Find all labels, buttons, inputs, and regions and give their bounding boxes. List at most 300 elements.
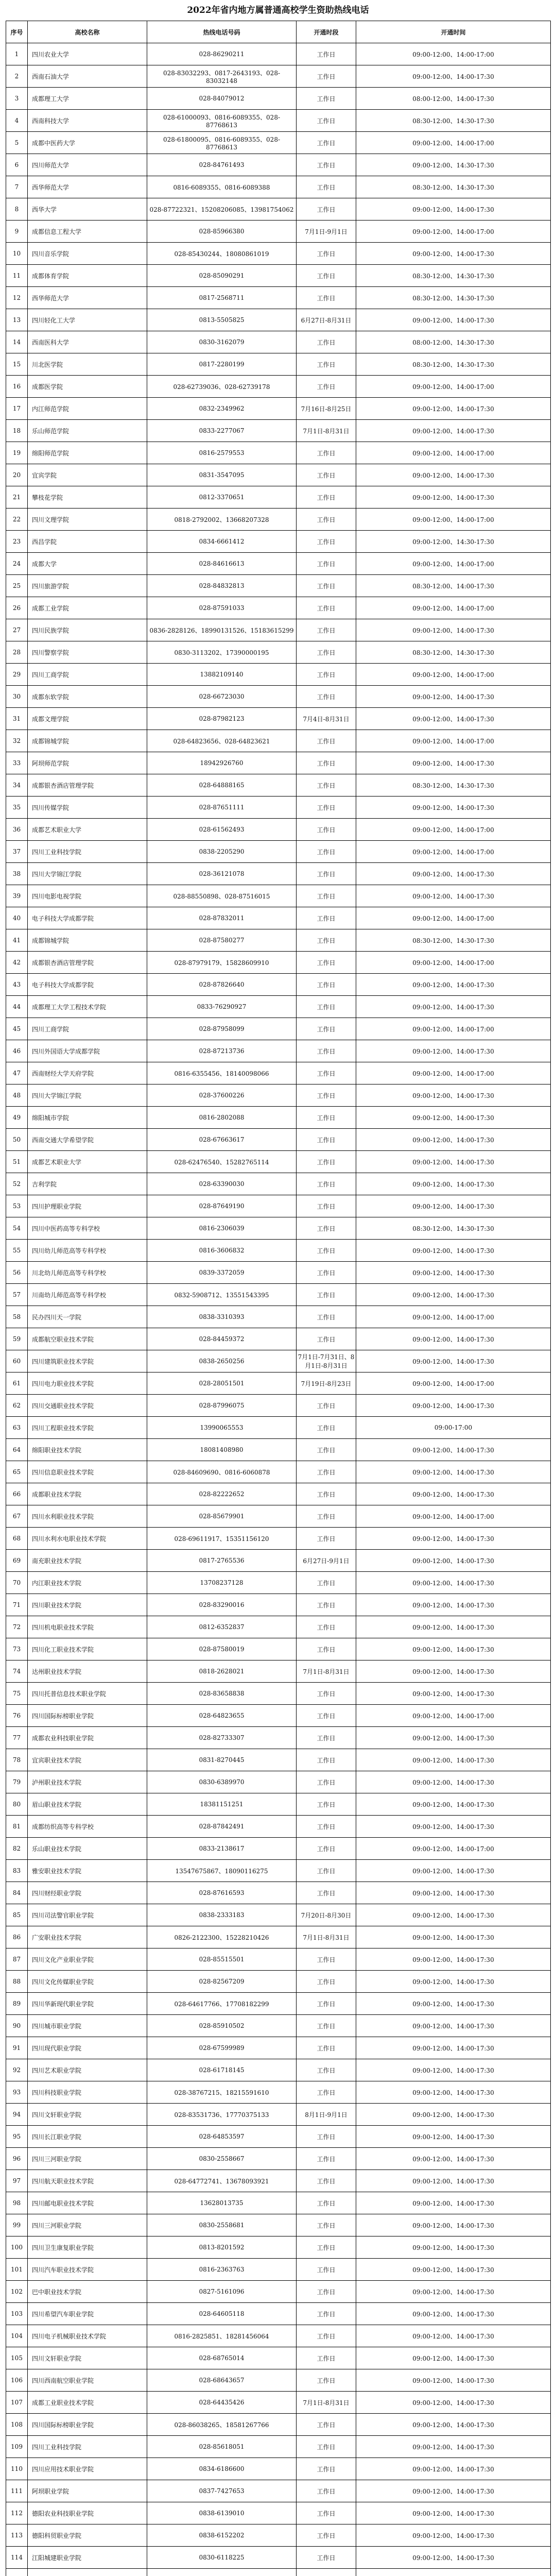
- table-row: [6, 575, 551, 597]
- cell-period: 7月4日-8月31日: [297, 708, 356, 730]
- cell-seq: 45: [6, 1018, 28, 1040]
- cell-school: 四川民族学院: [28, 619, 147, 641]
- cell-seq: 4: [6, 110, 28, 132]
- cell-seq: 106: [6, 2369, 28, 2392]
- cell-seq: 36: [6, 819, 28, 841]
- cell-period: 工作日: [297, 1306, 356, 1328]
- cell-school: 四川机电职业技术学院: [28, 1616, 147, 1638]
- cell-period: 工作日: [297, 1616, 356, 1638]
- cell-period: 工作日: [297, 2369, 356, 2392]
- cell-phone: 028-61718145: [147, 2059, 297, 2081]
- cell-seq: 82: [6, 1838, 28, 1860]
- cell-hours: 09:00-12:00、14:00-17:30: [356, 796, 551, 819]
- cell-phone: 0816-2363763: [147, 2259, 297, 2281]
- cell-hours: 09:00-12:00、14:00-17:30: [356, 1683, 551, 1705]
- cell-seq: 69: [6, 1550, 28, 1572]
- table-row: [6, 1838, 551, 1860]
- table-row: [6, 1395, 551, 1417]
- cell-seq: 72: [6, 1616, 28, 1638]
- cell-hours: 08:30-12:00、14:00-17:30: [356, 575, 551, 597]
- cell-phone: 028-85430244、18080861019: [147, 243, 297, 265]
- table-row: [6, 176, 551, 198]
- cell-phone: 0812-3370651: [147, 486, 297, 509]
- cell-seq: 79: [6, 1771, 28, 1793]
- cell-phone: 028-37600226: [147, 1084, 297, 1107]
- table-row: [6, 442, 551, 464]
- cell-period: 工作日: [297, 331, 356, 353]
- cell-seq: 14: [6, 331, 28, 353]
- cell-period: 工作日: [297, 1528, 356, 1550]
- cell-school: 江阳城建职业学院: [28, 2547, 147, 2569]
- cell-period: 工作日: [297, 974, 356, 996]
- cell-school: [28, 2569, 147, 2576]
- table-row: [6, 1550, 551, 1572]
- cell-seq: 91: [6, 2037, 28, 2059]
- cell-period: 工作日: [297, 1439, 356, 1461]
- cell-period: 工作日: [297, 641, 356, 664]
- cell-phone: 028-84616613: [147, 553, 297, 575]
- cell-period: 工作日: [297, 43, 356, 65]
- cell-phone: 0830-6118225: [147, 2547, 297, 2569]
- cell-seq: [6, 2569, 28, 2576]
- cell-period: 6月27日-8月31日: [297, 309, 356, 331]
- cell-seq: 109: [6, 2436, 28, 2458]
- cell-hours: 09:00-12:00、14:00-17:30: [356, 420, 551, 442]
- cell-period: 工作日: [297, 1971, 356, 1993]
- cell-period: 工作日: [297, 996, 356, 1018]
- cell-school: 四川旅游学院: [28, 575, 147, 597]
- cell-school: 民办四川天一学院: [28, 1306, 147, 1328]
- cell-hours: 09:00-12:00、14:00-17:30: [356, 2480, 551, 2502]
- cell-seq: 67: [6, 1505, 28, 1528]
- cell-school: 内江师范学院: [28, 398, 147, 420]
- cell-phone: 0813-8201592: [147, 2236, 297, 2259]
- cell-hours: 09:00-12:00、14:00-17:30: [356, 1084, 551, 1107]
- cell-seq: 41: [6, 929, 28, 952]
- cell-phone: 028-87651111: [147, 796, 297, 819]
- cell-seq: 93: [6, 2081, 28, 2104]
- cell-hours: 09:00-12:00、14:00-17:30: [356, 1550, 551, 1572]
- cell-hours: 09:00-12:00、14:00-17:30: [356, 198, 551, 221]
- cell-hours: 09:00-12:00、14:00-17:30: [356, 1262, 551, 1284]
- cell-seq: 10: [6, 243, 28, 265]
- cell-hours: 09:00-12:00、14:00-17:30: [356, 1173, 551, 1195]
- cell-period: 工作日: [297, 1594, 356, 1616]
- cell-school: 四川西南航空职业学院: [28, 2369, 147, 2392]
- cell-school: 四川文化产业职业学院: [28, 1948, 147, 1971]
- cell-phone: 0827-5161096: [147, 2281, 297, 2303]
- cell-seq: 104: [6, 2325, 28, 2347]
- cell-school: 广安职业技术学院: [28, 1926, 147, 1948]
- cell-hours: 09:00-12:00、14:00-17:30: [356, 619, 551, 641]
- cell-period: 工作日: [297, 2480, 356, 2502]
- cell-phone: 028-87722321、15208206085、13981754062: [147, 198, 297, 221]
- cell-school: 成都信息工程大学: [28, 221, 147, 243]
- cell-hours: 09:00-12:00、14:00-17:30: [356, 2325, 551, 2347]
- cell-hours: 09:00-12:00、14:00-17:30: [356, 996, 551, 1018]
- table-row: [6, 43, 551, 65]
- cell-period: 工作日: [297, 1129, 356, 1151]
- table-row: [6, 2458, 551, 2480]
- cell-hours: 09:00-12:00、14:00-17:30: [356, 1660, 551, 1683]
- cell-hours: 08:30-12:00、14:30-17:30: [356, 287, 551, 309]
- cell-period: 工作日: [297, 553, 356, 575]
- cell-hours: 09:00-12:00、14:00-17:30: [356, 65, 551, 88]
- cell-school: 雅安职业技术学院: [28, 1860, 147, 1882]
- table-row: [6, 2059, 551, 2081]
- cell-seq: 2: [6, 65, 28, 88]
- cell-phone: 0816-2825851、18281456064: [147, 2325, 297, 2347]
- cell-hours: 09:00-12:00、14:00-17:30: [356, 1816, 551, 1838]
- cell-phone: 028-63390030: [147, 1173, 297, 1195]
- cell-phone: 0834-6661412: [147, 531, 297, 553]
- table-row: [6, 1461, 551, 1483]
- table-row: [6, 1173, 551, 1195]
- cell-period: 工作日: [297, 88, 356, 110]
- cell-phone: 18942926760: [147, 752, 297, 774]
- cell-period: 工作日: [297, 1262, 356, 1284]
- cell-hours: 09:00-12:00、14:00-17:00: [356, 553, 551, 575]
- cell-hours: 09:00-12:00、14:00-17:30: [356, 398, 551, 420]
- cell-seq: 81: [6, 1816, 28, 1838]
- cell-seq: 53: [6, 1195, 28, 1217]
- cell-period: 工作日: [297, 1638, 356, 1660]
- table-row: [6, 1151, 551, 1173]
- cell-hours: 09:00-12:00、14:00-17:30: [356, 1594, 551, 1616]
- cell-phone: 028-84832813: [147, 575, 297, 597]
- table-row: [6, 2392, 551, 2414]
- cell-period: 工作日: [297, 819, 356, 841]
- cell-hours: 09:00-12:00、14:00-17:30: [356, 1572, 551, 1594]
- cell-phone: 028-69611917、15351156120: [147, 1528, 297, 1550]
- table-row: [6, 1683, 551, 1705]
- cell-seq: 29: [6, 664, 28, 686]
- cell-school: 成都医学院: [28, 376, 147, 398]
- table-row: [6, 1971, 551, 1993]
- cell-school: 四川音乐学院: [28, 243, 147, 265]
- cell-school: 成都文理学院: [28, 708, 147, 730]
- cell-period: 工作日: [297, 265, 356, 287]
- cell-school: 成都锦城学院: [28, 730, 147, 752]
- cell-phone: 028-83032293、0817-2643193、028-83032148: [147, 65, 297, 88]
- cell-seq: 94: [6, 2104, 28, 2126]
- cell-period: 工作日: [297, 243, 356, 265]
- table-row: [6, 2524, 551, 2547]
- cell-phone: 0833-2277067: [147, 420, 297, 442]
- cell-seq: 6: [6, 154, 28, 176]
- header-phone: 热线电话号码: [147, 21, 297, 43]
- table-row: [6, 1217, 551, 1240]
- cell-hours: 09:00-12:00、14:00-17:00: [356, 1306, 551, 1328]
- table-row: [6, 1882, 551, 1904]
- cell-school: 成都中医药大学: [28, 132, 147, 154]
- cell-phone: 0813-5505825: [147, 309, 297, 331]
- cell-phone: 028-85090291: [147, 265, 297, 287]
- cell-school: 四川工业科技学院: [28, 2436, 147, 2458]
- cell-school: 成都理工大学: [28, 88, 147, 110]
- cell-school: 四川职业技术学院: [28, 1594, 147, 1616]
- cell-phone: 028-87591033: [147, 597, 297, 619]
- cell-hours: 09:00-12:00、14:00-17:30: [356, 2170, 551, 2192]
- table-row: [6, 2148, 551, 2170]
- cell-seq: 84: [6, 1882, 28, 1904]
- cell-phone: 13990065553: [147, 1417, 297, 1439]
- table-row: [6, 1926, 551, 1948]
- table-row: [6, 885, 551, 907]
- cell-hours: 09:00-12:00、14:00-17:00: [356, 819, 551, 841]
- cell-seq: 54: [6, 1217, 28, 1240]
- cell-hours: 08:30-12:00、14:30-17:30: [356, 176, 551, 198]
- cell-seq: 11: [6, 265, 28, 287]
- cell-phone: 028-68765014: [147, 2347, 297, 2369]
- cell-hours: 09:00-12:00、14:00-17:00: [356, 952, 551, 974]
- table-row: [6, 2170, 551, 2192]
- cell-period: 工作日: [297, 176, 356, 198]
- cell-period: 工作日: [297, 486, 356, 509]
- table-row: [6, 287, 551, 309]
- cell-school: 成都工业学院: [28, 597, 147, 619]
- cell-period: 工作日: [297, 442, 356, 464]
- cell-school: 西南医科大学: [28, 331, 147, 353]
- cell-seq: 34: [6, 774, 28, 796]
- cell-school: 四川应用技术职业学院: [28, 2458, 147, 2480]
- cell-period: 工作日: [297, 2126, 356, 2148]
- cell-hours: 09:00-12:00、14:00-17:00: [356, 1018, 551, 1040]
- table-row: [6, 1505, 551, 1528]
- cell-phone: 0830-3113202、17390000195: [147, 641, 297, 664]
- cell-seq: 96: [6, 2148, 28, 2170]
- table-row: [6, 243, 551, 265]
- table-row: [6, 65, 551, 88]
- cell-seq: 39: [6, 885, 28, 907]
- cell-phone: 0816-2579553: [147, 442, 297, 464]
- cell-school: 四川托普信息技术职业学院: [28, 1683, 147, 1705]
- table-row: [6, 2569, 551, 2576]
- cell-hours: 09:00-12:00、14:00-17:30: [356, 1129, 551, 1151]
- cell-period: 工作日: [297, 2059, 356, 2081]
- cell-seq: 5: [6, 132, 28, 154]
- cell-period: 工作日: [297, 1284, 356, 1306]
- cell-phone: 13547675867、18090116275: [147, 1860, 297, 1882]
- cell-period: 工作日: [297, 2436, 356, 2458]
- cell-hours: 09:00-12:00、14:00-17:30: [356, 1948, 551, 1971]
- page-title: 2022年省内地方属普通高校学生资助热线电话: [187, 5, 369, 15]
- table-row: [6, 531, 551, 553]
- cell-seq: 114: [6, 2547, 28, 2569]
- cell-hours: 08:30-12:00、14:30-17:30: [356, 774, 551, 796]
- table-row: [6, 774, 551, 796]
- cell-hours: 09:00-12:00、14:00-17:30: [356, 1749, 551, 1771]
- cell-period: 工作日: [297, 952, 356, 974]
- cell-hours: 08:00-12:00、14:30-17:30: [356, 331, 551, 353]
- cell-school: 西南石油大学: [28, 65, 147, 88]
- cell-phone: 13882109140: [147, 664, 297, 686]
- cell-school: 成都锦城学院: [28, 929, 147, 952]
- cell-hours: 09:00-12:00、14:30-17:30: [356, 154, 551, 176]
- cell-seq: 59: [6, 1328, 28, 1350]
- cell-seq: 108: [6, 2414, 28, 2436]
- cell-school: 宜宾职业技术学院: [28, 1749, 147, 1771]
- cell-seq: 18: [6, 420, 28, 442]
- cell-period: 工作日: [297, 774, 356, 796]
- header-hours: 开通时间: [356, 21, 551, 43]
- cell-hours: 09:00-12:00、14:00-17:00: [356, 43, 551, 65]
- cell-school: 西南科技大学: [28, 110, 147, 132]
- cell-period: 工作日: [297, 154, 356, 176]
- cell-hours: 09:00-12:00、14:00-17:30: [356, 2303, 551, 2325]
- table-row: [6, 1528, 551, 1550]
- table-row: [6, 2281, 551, 2303]
- table-row: [6, 952, 551, 974]
- cell-seq: 56: [6, 1262, 28, 1284]
- cell-hours: 09:00-12:00、14:00-17:30: [356, 708, 551, 730]
- cell-period: 工作日: [297, 1040, 356, 1062]
- table-row: [6, 331, 551, 353]
- cell-school: 四川大学锦江学院: [28, 1084, 147, 1107]
- cell-period: 工作日: [297, 2148, 356, 2170]
- cell-school: 四川文轩职业学院: [28, 2104, 147, 2126]
- cell-phone: 0834-6186600: [147, 2458, 297, 2480]
- cell-seq: 17: [6, 398, 28, 420]
- cell-school: 四川希望汽车职业学院: [28, 2303, 147, 2325]
- table-row: [6, 1240, 551, 1262]
- cell-school: 电子科技大学成都学院: [28, 907, 147, 929]
- cell-school: 四川艺术职业学院: [28, 2059, 147, 2081]
- cell-period: 工作日: [297, 1683, 356, 1705]
- cell-seq: 8: [6, 198, 28, 221]
- cell-phone: 028-62476540、15282765114: [147, 1151, 297, 1173]
- table-row: [6, 1483, 551, 1505]
- cell-hours: 09:00-12:00、14:00-17:30: [356, 2414, 551, 2436]
- cell-phone: 028-84459372: [147, 1328, 297, 1350]
- table-row: [6, 88, 551, 110]
- cell-school: 西华大学: [28, 198, 147, 221]
- cell-school: 四川财经职业学院: [28, 1882, 147, 1904]
- cell-phone: 0816-6089355、0816-6089388: [147, 176, 297, 198]
- cell-period: 8月1日-9月1日: [297, 2104, 356, 2126]
- cell-hours: 09:00-12:00、14:00-17:30: [356, 1904, 551, 1926]
- cell-hours: 09:00-12:00、14:00-17:00: [356, 597, 551, 619]
- cell-phone: 0836-2828126、18990131526、15183615299: [147, 619, 297, 641]
- cell-phone: 028-87649190: [147, 1195, 297, 1217]
- table-row: [6, 464, 551, 486]
- table-body: [6, 43, 551, 2576]
- cell-seq: 100: [6, 2236, 28, 2259]
- cell-seq: 86: [6, 1926, 28, 1948]
- cell-seq: 66: [6, 1483, 28, 1505]
- table-row: [6, 1195, 551, 1217]
- cell-seq: 44: [6, 996, 28, 1018]
- cell-school: 成都大学: [28, 553, 147, 575]
- table-row: [6, 1417, 551, 1439]
- cell-school: 阿坝师范学院: [28, 752, 147, 774]
- cell-seq: 15: [6, 353, 28, 376]
- cell-seq: 110: [6, 2458, 28, 2480]
- cell-seq: 102: [6, 2281, 28, 2303]
- cell-hours: 09:00-12:00、14:00-17:30: [356, 1638, 551, 1660]
- cell-school: 绵阳职业技术学院: [28, 1439, 147, 1461]
- cell-school: 四川传媒学院: [28, 796, 147, 819]
- cell-phone: 028-82222652: [147, 1483, 297, 1505]
- table-row: [6, 1572, 551, 1594]
- cell-phone: 0832-2349962: [147, 398, 297, 420]
- cell-seq: 47: [6, 1062, 28, 1084]
- cell-seq: 83: [6, 1860, 28, 1882]
- cell-seq: 24: [6, 553, 28, 575]
- cell-seq: 33: [6, 752, 28, 774]
- cell-school: 绵阳师范学院: [28, 442, 147, 464]
- cell-school: 四川国际标榜职业学院: [28, 1705, 147, 1727]
- table-row: [6, 1372, 551, 1395]
- cell-period: 工作日: [297, 2502, 356, 2524]
- cell-period: 工作日: [297, 1328, 356, 1350]
- cell-phone: 028-85515501: [147, 1948, 297, 1971]
- cell-phone: 0838-6139010: [147, 2502, 297, 2524]
- cell-hours: 09:00-12:00、14:00-17:00: [356, 1372, 551, 1395]
- cell-school: 四川国际标榜职业学院: [28, 2414, 147, 2436]
- cell-school: 西昌学院: [28, 531, 147, 553]
- cell-hours: [356, 2569, 551, 2576]
- cell-hours: 09:00-12:00、14:00-17:30: [356, 2037, 551, 2059]
- cell-seq: 19: [6, 442, 28, 464]
- cell-phone: 0831-3547095: [147, 464, 297, 486]
- cell-phone: 028-64772741、13678093921: [147, 2170, 297, 2192]
- cell-school: 成都工业职业技术学院: [28, 2392, 147, 2414]
- table-row: [6, 1284, 551, 1306]
- cell-period: 工作日: [297, 353, 356, 376]
- cell-period: 工作日: [297, 1461, 356, 1483]
- cell-school: 四川交通职业技术学院: [28, 1395, 147, 1417]
- cell-period: 工作日: [297, 1749, 356, 1771]
- cell-period: 工作日: [297, 686, 356, 708]
- cell-seq: 26: [6, 597, 28, 619]
- cell-phone: 18081408980: [147, 1439, 297, 1461]
- cell-hours: 09:00-12:00、14:30-17:30: [356, 531, 551, 553]
- table-row: [6, 2325, 551, 2347]
- cell-seq: 58: [6, 1306, 28, 1328]
- table-row: [6, 1107, 551, 1129]
- cell-phone: 0839-3372059: [147, 1262, 297, 1284]
- cell-hours: 08:30-12:00、14:30-17:30: [356, 353, 551, 376]
- cell-phone: 028-87213736: [147, 1040, 297, 1062]
- cell-phone: 0830-2558681: [147, 2214, 297, 2236]
- cell-school: 成都艺术职业大学: [28, 1151, 147, 1173]
- cell-period: 工作日: [297, 929, 356, 952]
- cell-period: 工作日: [297, 464, 356, 486]
- cell-phone: 028-64605118: [147, 2303, 297, 2325]
- cell-school: 四川电子机械职业技术学院: [28, 2325, 147, 2347]
- cell-school: 四川文轩职业学院: [28, 2347, 147, 2369]
- cell-period: 工作日: [297, 1948, 356, 1971]
- cell-school: 四川文化传媒职业学院: [28, 1971, 147, 1993]
- cell-seq: 31: [6, 708, 28, 730]
- cell-seq: 64: [6, 1439, 28, 1461]
- cell-school: 四川建筑职业技术学院: [28, 1350, 147, 1372]
- cell-hours: 09:00-12:00、14:00-17:00: [356, 1062, 551, 1084]
- cell-period: 工作日: [297, 1816, 356, 1838]
- cell-period: 工作日: [297, 907, 356, 929]
- table-row: [6, 1948, 551, 1971]
- cell-seq: 112: [6, 2502, 28, 2524]
- table-row: [6, 2414, 551, 2436]
- cell-period: 7月1日-8月31日: [297, 1660, 356, 1683]
- cell-seq: 42: [6, 952, 28, 974]
- cell-hours: 09:00-12:00、14:00-17:30: [356, 2126, 551, 2148]
- cell-hours: 09:00-12:00、14:00-17:30: [356, 1284, 551, 1306]
- cell-phone: 0833-2138617: [147, 1838, 297, 1860]
- table-row: [6, 2214, 551, 2236]
- cell-school: 四川大学锦江学院: [28, 863, 147, 885]
